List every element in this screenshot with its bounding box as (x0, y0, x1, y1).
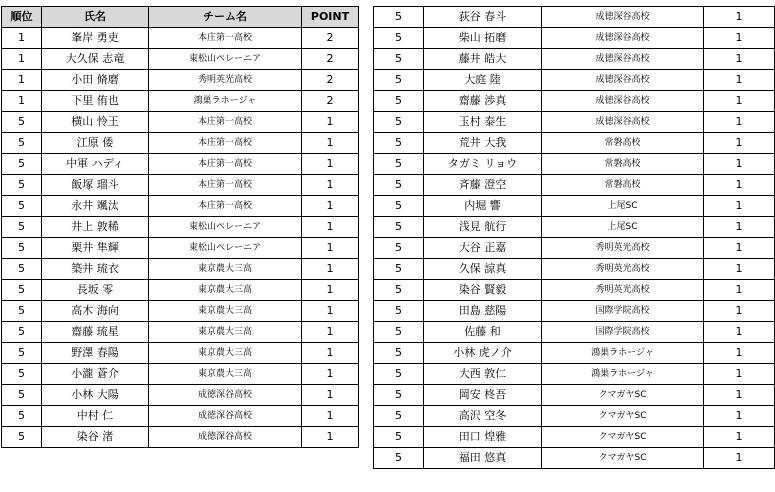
rank-cell: 5 (2, 196, 42, 217)
rank-cell: 5 (374, 448, 424, 469)
table-row (2, 49, 359, 70)
point-cell: 1 (302, 154, 359, 175)
rank-cell: 5 (2, 112, 42, 133)
team-cell: 常磐高校 (542, 133, 704, 154)
point-cell: 1 (704, 259, 775, 280)
table-row (2, 112, 359, 133)
team-cell: 東京農大三高 (149, 301, 302, 322)
team-cell: 本庄第一高校 (149, 196, 302, 217)
name-cell: 藤井 皓大 (424, 49, 542, 70)
table-row (374, 343, 775, 364)
point-cell: 1 (302, 301, 359, 322)
point-cell: 1 (302, 280, 359, 301)
point-cell: 2 (302, 28, 359, 49)
rank-cell: 1 (2, 91, 42, 112)
team-cell: 成徳深谷高校 (542, 7, 704, 28)
team-cell: 鴻巣ラホージャ (542, 364, 704, 385)
point-cell: 1 (704, 91, 775, 112)
team-cell: 国際学院高校 (542, 301, 704, 322)
table-row (2, 196, 359, 217)
name-cell: 荻谷 春斗 (424, 7, 542, 28)
point-cell: 1 (704, 112, 775, 133)
ranking-table-right (373, 6, 775, 469)
name-cell: 峯岸 勇吏 (42, 28, 149, 49)
point-cell: 1 (302, 196, 359, 217)
rank-cell: 5 (374, 7, 424, 28)
rank-cell: 1 (2, 28, 42, 49)
rank-cell: 5 (374, 196, 424, 217)
name-cell: 栗井 隼輝 (42, 238, 149, 259)
header-row (2, 7, 359, 28)
team-cell: クマガヤSC (542, 427, 704, 448)
rank-cell: 5 (2, 154, 42, 175)
name-cell: 中村 仁 (42, 406, 149, 427)
name-cell: 大西 敦仁 (424, 364, 542, 385)
name-cell: 高沢 空冬 (424, 406, 542, 427)
point-cell: 1 (704, 175, 775, 196)
rank-cell: 5 (374, 133, 424, 154)
header-name: 氏名 (42, 7, 149, 28)
rank-cell: 5 (374, 91, 424, 112)
table-row (374, 49, 775, 70)
name-cell: 斉藤 澄空 (424, 175, 542, 196)
name-cell: 染谷 賢毅 (424, 280, 542, 301)
table-row (2, 343, 359, 364)
rank-cell: 5 (374, 112, 424, 133)
rank-cell: 5 (374, 175, 424, 196)
rank-cell: 5 (374, 70, 424, 91)
team-cell: 秀明英光高校 (542, 280, 704, 301)
rank-cell: 5 (374, 364, 424, 385)
table-row (2, 427, 359, 448)
point-cell: 2 (302, 49, 359, 70)
table-row (2, 70, 359, 91)
point-cell: 1 (302, 406, 359, 427)
rank-cell: 5 (2, 406, 42, 427)
name-cell: 齋藤 渉真 (424, 91, 542, 112)
team-cell: 成徳深谷高校 (542, 49, 704, 70)
name-cell: 柴山 拓磨 (424, 28, 542, 49)
table-row (2, 133, 359, 154)
table-row (2, 322, 359, 343)
team-cell: 成徳深谷高校 (149, 406, 302, 427)
rank-cell: 5 (374, 322, 424, 343)
team-cell: クマガヤSC (542, 406, 704, 427)
table-row (374, 427, 775, 448)
header-team: チーム名 (149, 7, 302, 28)
header-rank: 順位 (2, 7, 42, 28)
team-cell: 成徳深谷高校 (149, 385, 302, 406)
point-cell: 1 (302, 385, 359, 406)
point-cell: 1 (302, 175, 359, 196)
name-cell: 横山 怜王 (42, 112, 149, 133)
name-cell: 大久保 志竜 (42, 49, 149, 70)
team-cell: 成徳深谷高校 (542, 70, 704, 91)
team-cell: クマガヤSC (542, 385, 704, 406)
name-cell: 荒井 大我 (424, 133, 542, 154)
table-row (374, 217, 775, 238)
team-cell: 鴻巣ラホージャ (542, 343, 704, 364)
point-cell: 1 (704, 364, 775, 385)
rank-cell: 5 (2, 301, 42, 322)
table-row (374, 301, 775, 322)
name-cell: 中軍 ハディ (42, 154, 149, 175)
table-row (2, 280, 359, 301)
team-cell: 常磐高校 (542, 154, 704, 175)
rank-cell: 5 (2, 280, 42, 301)
name-cell: 野澤 春陽 (42, 343, 149, 364)
point-cell: 1 (302, 322, 359, 343)
rank-cell: 5 (2, 364, 42, 385)
point-cell: 1 (704, 154, 775, 175)
team-cell: 本庄第一高校 (149, 175, 302, 196)
point-cell: 1 (302, 112, 359, 133)
table-row (2, 28, 359, 49)
team-cell: 成徳深谷高校 (542, 91, 704, 112)
point-cell: 1 (302, 343, 359, 364)
rank-cell: 1 (2, 70, 42, 91)
team-cell: 東京農大三高 (149, 343, 302, 364)
rank-cell: 5 (2, 175, 42, 196)
point-cell: 2 (302, 70, 359, 91)
name-cell: 永井 颯汰 (42, 196, 149, 217)
name-cell: 築井 琉衣 (42, 259, 149, 280)
table-row (374, 238, 775, 259)
name-cell: 江原 倭 (42, 133, 149, 154)
left-table-body (2, 28, 359, 448)
rank-cell: 5 (374, 301, 424, 322)
point-cell: 2 (302, 91, 359, 112)
rank-cell: 5 (374, 385, 424, 406)
header-point: POINT (302, 7, 359, 28)
team-cell: 秀明英光高校 (542, 259, 704, 280)
point-cell: 1 (704, 28, 775, 49)
name-cell: 浅見 航行 (424, 217, 542, 238)
team-cell: 東京農大三高 (149, 259, 302, 280)
rank-cell: 5 (374, 259, 424, 280)
team-cell: 東松山ペレーニア (149, 49, 302, 70)
point-cell: 1 (704, 322, 775, 343)
team-cell: 上尾SC (542, 196, 704, 217)
table-row (2, 91, 359, 112)
rank-cell: 5 (374, 238, 424, 259)
table-row (374, 259, 775, 280)
name-cell: タガミ リョウ (424, 154, 542, 175)
ranking-table-left (1, 6, 359, 448)
point-cell: 1 (704, 217, 775, 238)
rank-cell: 5 (2, 238, 42, 259)
table-row (2, 175, 359, 196)
team-cell: 東京農大三高 (149, 364, 302, 385)
point-cell: 1 (704, 70, 775, 91)
name-cell: 小瀧 蒼介 (42, 364, 149, 385)
rank-cell: 5 (374, 28, 424, 49)
table-row (2, 238, 359, 259)
name-cell: 久保 諒真 (424, 259, 542, 280)
name-cell: 岡安 柊吾 (424, 385, 542, 406)
table-row (374, 175, 775, 196)
team-cell: 秀明英光高校 (149, 70, 302, 91)
name-cell: 小林 虎ノ介 (424, 343, 542, 364)
name-cell: 大谷 正嘉 (424, 238, 542, 259)
name-cell: 大庭 陸 (424, 70, 542, 91)
point-cell: 1 (704, 301, 775, 322)
name-cell: 下里 侑也 (42, 91, 149, 112)
rank-cell: 5 (2, 322, 42, 343)
rank-cell: 5 (2, 217, 42, 238)
point-cell: 1 (704, 238, 775, 259)
rank-cell: 1 (2, 49, 42, 70)
rank-cell: 5 (2, 385, 42, 406)
table-row (2, 259, 359, 280)
table-row (374, 196, 775, 217)
team-cell: 秀明英光高校 (542, 238, 704, 259)
table-row (374, 154, 775, 175)
table-row (374, 28, 775, 49)
point-cell: 1 (704, 196, 775, 217)
rank-cell: 5 (2, 427, 42, 448)
name-cell: 井上 敦稀 (42, 217, 149, 238)
point-cell: 1 (704, 406, 775, 427)
name-cell: 玉村 泰生 (424, 112, 542, 133)
point-cell: 1 (704, 7, 775, 28)
point-cell: 1 (302, 259, 359, 280)
table-row (2, 364, 359, 385)
team-cell: 成徳深谷高校 (149, 427, 302, 448)
rank-cell: 5 (374, 280, 424, 301)
point-cell: 1 (704, 49, 775, 70)
point-cell: 1 (704, 427, 775, 448)
name-cell: 高木 海向 (42, 301, 149, 322)
team-cell: 成徳深谷高校 (542, 112, 704, 133)
table-row (374, 322, 775, 343)
rank-cell: 5 (374, 343, 424, 364)
name-cell: 齋藤 琉星 (42, 322, 149, 343)
rank-cell: 5 (374, 406, 424, 427)
table-row (2, 154, 359, 175)
team-cell: 東京農大三高 (149, 322, 302, 343)
name-cell: 飯塚 瑠斗 (42, 175, 149, 196)
table-row (374, 7, 775, 28)
point-cell: 1 (302, 364, 359, 385)
point-cell: 1 (704, 343, 775, 364)
team-cell: 上尾SC (542, 217, 704, 238)
point-cell: 1 (704, 280, 775, 301)
team-cell: 本庄第一高校 (149, 112, 302, 133)
right-table-body (374, 7, 775, 469)
table-row (2, 301, 359, 322)
table-row (374, 133, 775, 154)
table-row (374, 448, 775, 469)
rank-cell: 5 (374, 217, 424, 238)
table-row (374, 406, 775, 427)
team-cell: 常磐高校 (542, 175, 704, 196)
rank-cell: 5 (374, 49, 424, 70)
team-cell: 本庄第一高校 (149, 28, 302, 49)
rank-cell: 5 (2, 259, 42, 280)
point-cell: 1 (704, 448, 775, 469)
table-row (2, 217, 359, 238)
point-cell: 1 (704, 133, 775, 154)
rank-cell: 5 (2, 343, 42, 364)
point-cell: 1 (302, 427, 359, 448)
name-cell: 内堀 響 (424, 196, 542, 217)
name-cell: 田口 煌雅 (424, 427, 542, 448)
table-row (374, 364, 775, 385)
team-cell: 本庄第一高校 (149, 154, 302, 175)
team-cell: 国際学院高校 (542, 322, 704, 343)
point-cell: 1 (302, 133, 359, 154)
name-cell: 福田 悠真 (424, 448, 542, 469)
team-cell: クマガヤSC (542, 448, 704, 469)
name-cell: 田島 慈陽 (424, 301, 542, 322)
rank-cell: 5 (374, 154, 424, 175)
name-cell: 小林 大陽 (42, 385, 149, 406)
name-cell: 長坂 零 (42, 280, 149, 301)
table-row (374, 112, 775, 133)
table-row (2, 406, 359, 427)
team-cell: 東松山ペレーニア (149, 238, 302, 259)
team-cell: 東京農大三高 (149, 280, 302, 301)
name-cell: 染谷 渚 (42, 427, 149, 448)
table-row (374, 91, 775, 112)
name-cell: 佐藤 和 (424, 322, 542, 343)
team-cell: 東松山ペレーニア (149, 217, 302, 238)
team-cell: 本庄第一高校 (149, 133, 302, 154)
name-cell: 小田 脩磨 (42, 70, 149, 91)
table-row (374, 280, 775, 301)
rank-cell: 5 (374, 427, 424, 448)
point-cell: 1 (704, 385, 775, 406)
point-cell: 1 (302, 238, 359, 259)
table-row (2, 385, 359, 406)
table-row (374, 385, 775, 406)
table-row (374, 70, 775, 91)
rank-cell: 5 (2, 133, 42, 154)
team-cell: 成徳深谷高校 (542, 28, 704, 49)
point-cell: 1 (302, 217, 359, 238)
team-cell: 鴻巣ラホージャ (149, 91, 302, 112)
